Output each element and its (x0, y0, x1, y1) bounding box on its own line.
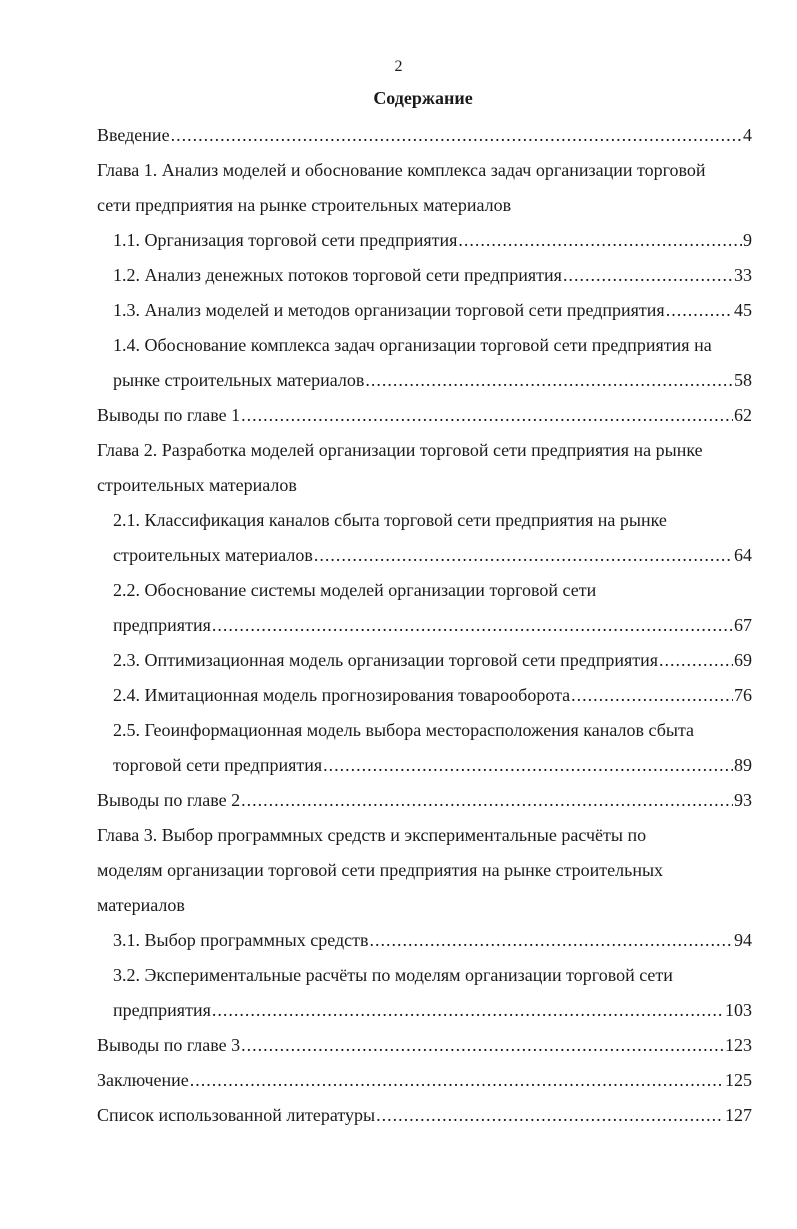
page-ref: 93 (734, 790, 752, 810)
page-ref: 62 (734, 405, 752, 425)
page-ref: 69 (734, 650, 752, 670)
toc-entry-1-4[interactable]: 1.4. Обоснование комплекса задач организации торговой сети предприятия на (113, 335, 712, 355)
toc-entry-1-4-cont[interactable]: рынке строительных материалов ..... 58 (0, 363, 752, 398)
page-ref: 64 (734, 545, 752, 565)
page-ref: 76 (734, 685, 752, 705)
toc-entry-2-5-cont[interactable]: торговой сети предприятия ..... 89 (0, 748, 752, 783)
page-ref: 4 (743, 125, 752, 145)
page-number: 2 (394, 58, 403, 75)
toc-entry-chapter-1-cont[interactable]: сети предприятия на рынке строительных материалов (97, 195, 512, 215)
toc-entry-conclusion[interactable]: Заключение ..... 125 (0, 1063, 752, 1098)
toc-entry-3-2-cont[interactable]: предприятия ..... 103 (0, 993, 752, 1028)
toc-entry-2-1-cont[interactable]: строительных материалов ..... 64 (0, 538, 752, 573)
toc-entry-1-3[interactable]: 1.3. Анализ моделей и методов организации торговой сети предприятия ..... 45 (0, 293, 752, 328)
page-ref: 89 (734, 755, 752, 775)
table-of-contents (0, 118, 797, 1133)
toc-entry-chapter-3[interactable]: Глава 3. Выбор программных средств и экспериментальные расчёты по (97, 825, 647, 845)
toc-entry-2-3[interactable]: 2.3. Оптимизационная модель организации торговой сети предприятия ..... 69 (0, 643, 752, 678)
toc-entry-chapter-2-cont[interactable]: строительных материалов (97, 475, 297, 495)
toc-entry-chapter-2[interactable]: Глава 2. Разработка моделей организации торговой сети предприятия на рынке (97, 440, 703, 460)
toc-entry-2-1[interactable]: 2.1. Классификация каналов сбыта торговой сети предприятия на рынке (113, 510, 667, 530)
toc-entry-3-1[interactable]: 3.1. Выбор программных средств ..... 94 (0, 923, 752, 958)
toc-entry-2-5[interactable]: 2.5. Геоинформационная модель выбора месторасположения каналов сбыта (113, 720, 695, 740)
page-ref: 94 (734, 930, 752, 950)
page-ref: 67 (734, 615, 752, 635)
toc-entry-chapter-3-cont-2[interactable]: материалов (97, 895, 185, 915)
toc-entry-conclusions-3[interactable]: Выводы по главе 3 ..... 123 (0, 1028, 752, 1063)
toc-title: Содержание (373, 88, 473, 108)
toc-entry-chapter-1[interactable]: Глава 1. Анализ моделей и обоснование комплекса задач организации торговой (97, 160, 706, 180)
toc-entry-1-1[interactable]: 1.1. Организация торговой сети предприятия ..... 9 (0, 223, 752, 258)
page-ref: 33 (734, 265, 752, 285)
page-ref: 123 (725, 1035, 752, 1055)
toc-entry-references[interactable]: Список использованной литературы ..... 127 (0, 1098, 752, 1133)
toc-entry-2-4[interactable]: 2.4. Имитационная модель прогнозирования товарооборота ..... 76 (0, 678, 752, 713)
toc-entry-chapter-3-cont[interactable]: моделям организации торговой сети предприятия на рынке строительных (97, 860, 664, 880)
page-ref: 127 (725, 1105, 752, 1125)
page-ref: 103 (725, 1000, 752, 1020)
page-ref: 58 (734, 370, 752, 390)
page-ref: 45 (734, 300, 752, 320)
toc-entry-introduction[interactable]: Введение ..... 4 (0, 118, 752, 153)
toc-entry-1-2[interactable]: 1.2. Анализ денежных потоков торговой сети предприятия ..... 33 (0, 258, 752, 293)
toc-entry-conclusions-1[interactable]: Выводы по главе 1 ..... 62 (0, 398, 752, 433)
page-ref: 9 (743, 230, 752, 250)
toc-entry-conclusions-2[interactable]: Выводы по главе 2 ..... 93 (0, 783, 752, 818)
toc-entry-3-2[interactable]: 3.2. Экспериментальные расчёты по моделям организации торговой сети (113, 965, 673, 985)
toc-entry-2-2-cont[interactable]: предприятия ..... 67 (0, 608, 752, 643)
toc-entry-2-2[interactable]: 2.2. Обоснование системы моделей организации торговой сети (113, 580, 597, 600)
page-ref: 125 (725, 1070, 752, 1090)
